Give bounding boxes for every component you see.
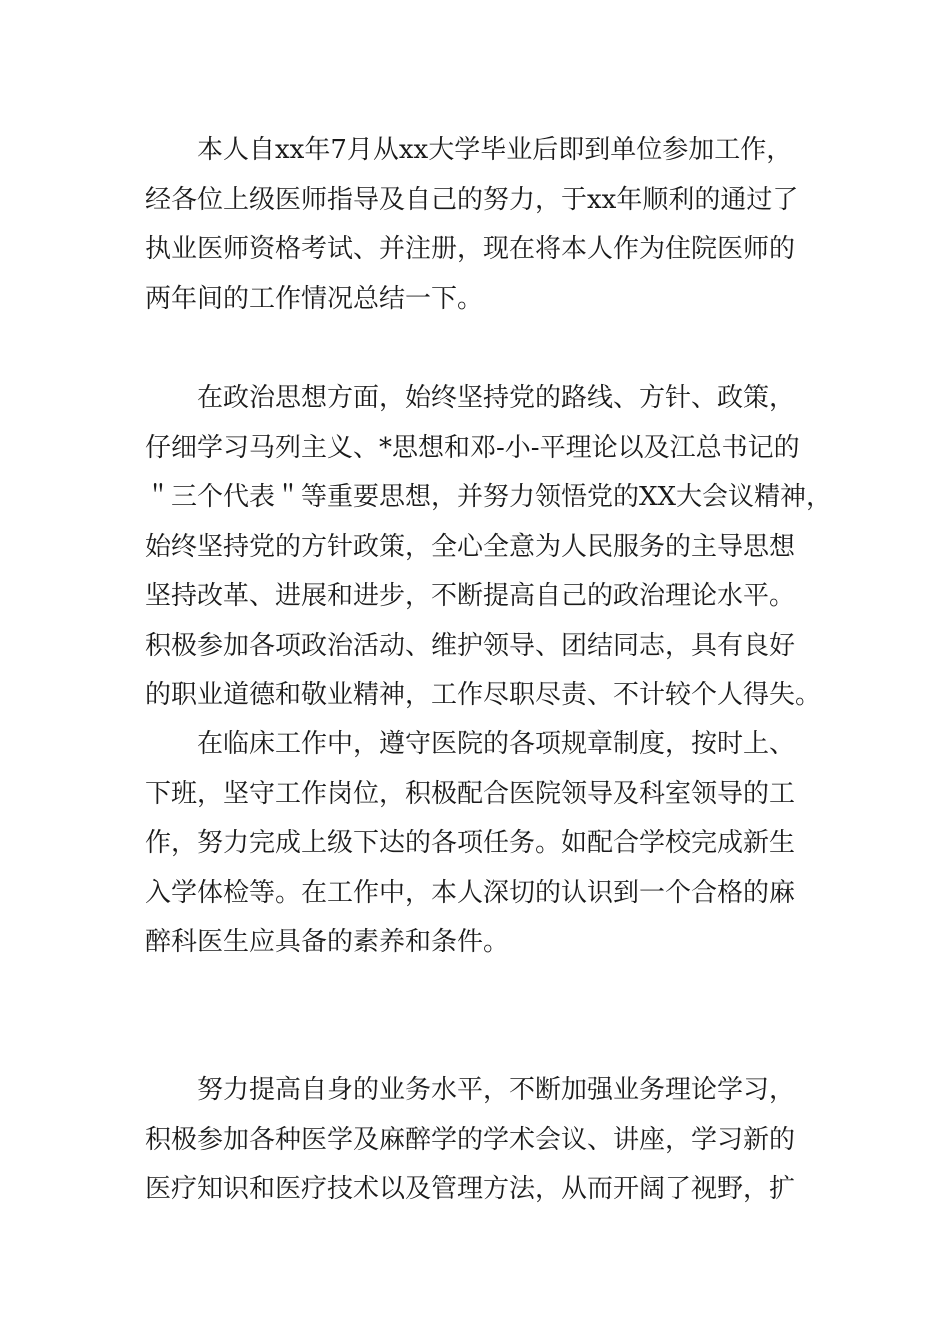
text-line: 的职业道德和敬业精神，工作尽职尽责、不计较个人得失。 xyxy=(145,680,822,710)
text-line: 执业医师资格考试、并注册，现在将本人作为住院医师的 xyxy=(145,234,796,264)
text-line: 努力提高自身的业务水平，不断加强业务理论学习， xyxy=(197,1075,796,1105)
text-line: 本人自xx年7月从xx大学毕业后即到单位参加工作， xyxy=(197,135,793,165)
text-line: 两年间的工作情况总结一下。 xyxy=(145,283,484,314)
text-line: 坚持改革、进展和进步，不断提高自己的政治理论水平。 xyxy=(145,581,796,611)
text-line: 始终坚持党的方针政策，全心全意为人民服务的主导思想 xyxy=(145,531,796,562)
paragraph-4 xyxy=(145,1066,835,1215)
text-line: 在政治思想方面，始终坚持党的路线、方针、政策， xyxy=(197,383,796,413)
text-line: 下班，坚守工作岗位，积极配合医院领导及科室领导的工 xyxy=(145,778,796,809)
paragraph-3 xyxy=(145,720,835,968)
text-line: 作，努力完成上级下达的各项任务。如配合学校完成新生 xyxy=(145,828,796,858)
text-line: ＂三个代表＂等重要思想，并努力领悟党的XX大会议精神， xyxy=(145,482,833,512)
text-line: 医疗知识和医疗技术以及管理方法，从而开阔了视野，扩 xyxy=(145,1174,796,1204)
paragraph-1 xyxy=(145,126,835,324)
text-line: 积极参加各项政治活动、维护领导、团结同志，具有良好 xyxy=(145,630,796,661)
text-line: 仔细学习马列主义、*思想和邓-小-平理论以及江总书记的 xyxy=(145,432,800,463)
text-line: 入学体检等。在工作中，本人深切的认识到一个合格的麻 xyxy=(145,877,796,908)
paragraph-2 xyxy=(145,374,835,721)
text-line: 积极参加各种医学及麻醉学的学术会议、讲座，学习新的 xyxy=(145,1124,796,1155)
text-line: 在临床工作中，遵守医院的各项规章制度，按时上、 xyxy=(197,729,796,759)
text-line: 醉科医生应具备的素养和条件。 xyxy=(145,927,510,957)
text-line: 经各位上级医师指导及自己的努力，于xx年顺利的通过了 xyxy=(145,184,799,215)
